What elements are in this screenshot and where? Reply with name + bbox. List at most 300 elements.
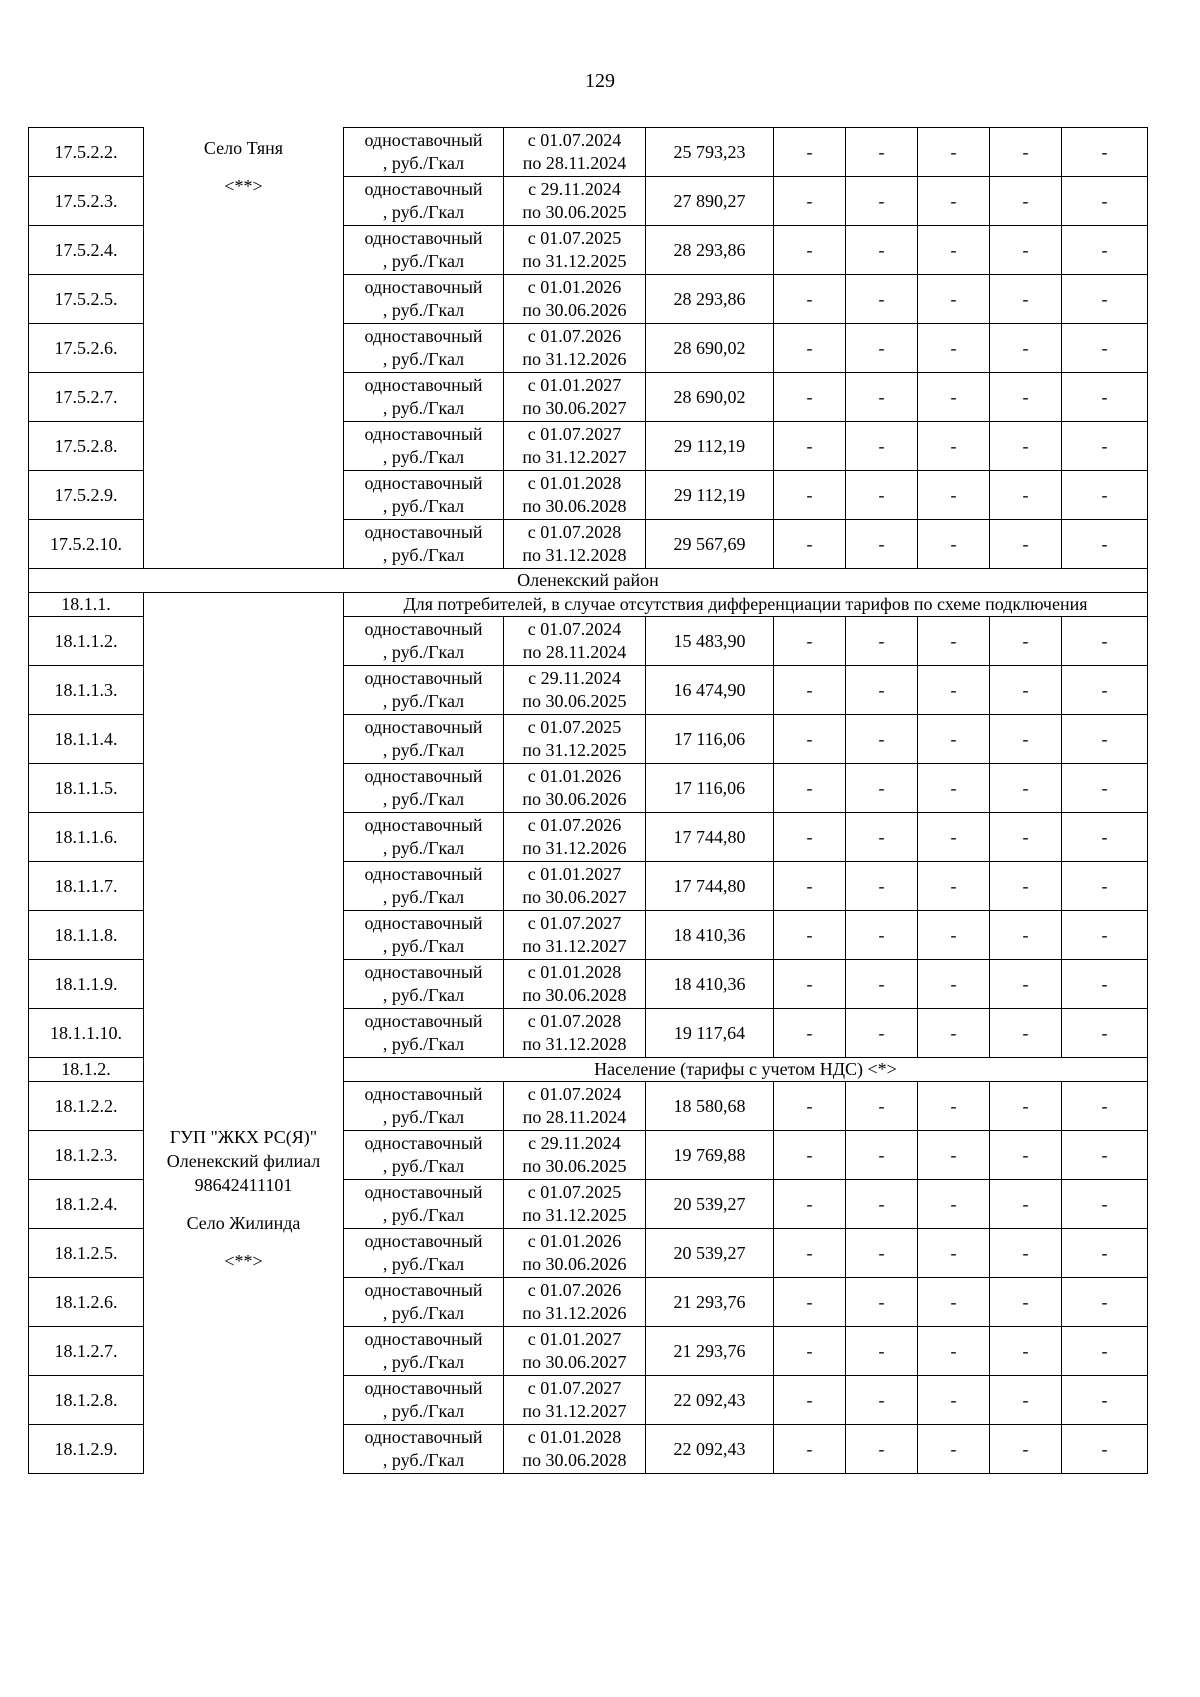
empty-value: - (1062, 960, 1148, 1009)
period (504, 226, 646, 275)
tariff-table (28, 127, 1148, 1474)
organization-cell (144, 128, 344, 569)
tariff-value: 17 116,06 (646, 715, 774, 764)
period-to: по 31.12.2026 (522, 349, 627, 369)
empty-value: - (918, 666, 990, 715)
empty-value: - (918, 1229, 990, 1278)
tariff-type (344, 666, 504, 715)
subheader-text: Для потребителей, в случае отсутствия дифференциации тарифов по схеме подключения (344, 593, 1148, 617)
row-number: 17.5.2.7. (29, 373, 144, 422)
period (504, 177, 646, 226)
table-row (29, 128, 1148, 177)
period (504, 1376, 646, 1425)
tariff-type (344, 1376, 504, 1425)
tariff-type (344, 715, 504, 764)
empty-value: - (846, 275, 918, 324)
locality-name: Село Тяня (203, 137, 284, 158)
tariff-type (344, 275, 504, 324)
period (504, 1180, 646, 1229)
tariff-type-line: , руб./Гкал (382, 153, 465, 173)
organization-name: ГУП "ЖКХ РС(Я)" (169, 1127, 318, 1147)
period-from: с 01.01.2027 (527, 864, 622, 884)
empty-value: - (846, 1327, 918, 1376)
tariff-type (344, 128, 504, 177)
tariff-type-line: одноставочный (364, 1133, 483, 1153)
row-number: 18.1.2.4. (29, 1180, 144, 1229)
tariff-value: 20 539,27 (646, 1229, 774, 1278)
empty-value: - (990, 1009, 1062, 1058)
empty-value: - (846, 666, 918, 715)
empty-value: - (846, 960, 918, 1009)
organization-info (146, 593, 341, 1273)
empty-value: - (774, 1009, 846, 1058)
tariff-value: 19 769,88 (646, 1131, 774, 1180)
period-to: по 30.06.2025 (522, 691, 627, 711)
tariff-type-line: одноставочный (364, 864, 483, 884)
tariff-value: 28 293,86 (646, 275, 774, 324)
period-from: с 01.01.2027 (527, 375, 622, 395)
tariff-type-line: одноставочный (364, 179, 483, 199)
empty-value: - (918, 1278, 990, 1327)
tariff-type-line: , руб./Гкал (382, 838, 465, 858)
tariff-type-line: одноставочный (364, 668, 483, 688)
empty-value: - (846, 911, 918, 960)
empty-value: - (846, 862, 918, 911)
tariff-type-line: одноставочный (364, 1084, 483, 1104)
tariff-type-line: , руб./Гкал (382, 1156, 465, 1176)
tariff-type-line: одноставочный (364, 1011, 483, 1031)
period-from: с 01.01.2026 (527, 277, 622, 297)
period-to: по 30.06.2026 (522, 789, 627, 809)
empty-value: - (846, 128, 918, 177)
empty-value: - (774, 1180, 846, 1229)
empty-value: - (918, 1009, 990, 1058)
tariff-type-line: одноставочный (364, 1329, 483, 1349)
tariff-type-line: , руб./Гкал (382, 691, 465, 711)
tariff-type (344, 422, 504, 471)
empty-value: - (774, 177, 846, 226)
empty-value: - (774, 226, 846, 275)
period (504, 1131, 646, 1180)
row-number: 18.1.2.7. (29, 1327, 144, 1376)
tariff-value: 27 890,27 (646, 177, 774, 226)
empty-value: - (1062, 666, 1148, 715)
period-to: по 31.12.2025 (522, 740, 627, 760)
empty-value: - (990, 715, 1062, 764)
empty-value: - (990, 862, 1062, 911)
empty-value: - (1062, 226, 1148, 275)
tariff-type-line: , руб./Гкал (382, 349, 465, 369)
empty-value: - (990, 520, 1062, 569)
period-from: с 01.01.2026 (527, 1231, 622, 1251)
tariff-type-line: одноставочный (364, 1280, 483, 1300)
tariff-type-line: , руб./Гкал (382, 251, 465, 271)
empty-value: - (774, 764, 846, 813)
tariff-type-line: одноставочный (364, 375, 483, 395)
empty-value: - (846, 177, 918, 226)
tariff-value: 18 580,68 (646, 1082, 774, 1131)
period-from: с 01.07.2027 (527, 913, 622, 933)
tariff-value: 29 567,69 (646, 520, 774, 569)
tariff-type-line: одноставочный (364, 522, 483, 542)
period-to: по 28.11.2024 (522, 642, 627, 662)
empty-value: - (774, 813, 846, 862)
tariff-value: 17 116,06 (646, 764, 774, 813)
empty-value: - (918, 226, 990, 275)
section-1-body (29, 128, 1148, 569)
row-number: 18.1.2.6. (29, 1278, 144, 1327)
empty-value: - (846, 1229, 918, 1278)
row-number: 18.1.2.5. (29, 1229, 144, 1278)
tariff-type-line: одноставочный (364, 1378, 483, 1398)
tariff-type (344, 617, 504, 666)
tariff-value: 21 293,76 (646, 1327, 774, 1376)
empty-value: - (774, 1327, 846, 1376)
period-from: с 01.07.2025 (527, 1182, 622, 1202)
empty-value: - (846, 422, 918, 471)
tariff-type-line: , руб./Гкал (382, 496, 465, 516)
tariff-type-line: одноставочный (364, 717, 483, 737)
empty-value: - (918, 373, 990, 422)
empty-value: - (918, 1180, 990, 1229)
empty-value: - (990, 1425, 1062, 1474)
tariff-type-line: одноставочный (364, 1427, 483, 1447)
spacer (146, 1197, 341, 1211)
tariff-value: 17 744,80 (646, 862, 774, 911)
empty-value: - (1062, 813, 1148, 862)
empty-value: - (846, 617, 918, 666)
empty-value: - (774, 471, 846, 520)
empty-value: - (774, 666, 846, 715)
empty-value: - (846, 520, 918, 569)
district-header-row (29, 569, 1148, 593)
empty-value: - (1062, 324, 1148, 373)
empty-value: - (918, 617, 990, 666)
period-to: по 31.12.2028 (522, 1034, 627, 1054)
empty-value: - (990, 960, 1062, 1009)
empty-value: - (1062, 1327, 1148, 1376)
tariff-type (344, 1327, 504, 1376)
tariff-type-line: одноставочный (364, 228, 483, 248)
period (504, 1278, 646, 1327)
district-header: Оленекский район (29, 569, 1148, 593)
empty-value: - (918, 324, 990, 373)
empty-value: - (990, 1327, 1062, 1376)
period-to: по 30.06.2026 (522, 1254, 627, 1274)
tariff-type-line: , руб./Гкал (382, 1450, 465, 1470)
empty-value: - (990, 1229, 1062, 1278)
period-to: по 31.12.2027 (522, 1401, 627, 1421)
row-number: 18.1.1.9. (29, 960, 144, 1009)
empty-value: - (774, 1229, 846, 1278)
empty-value: - (990, 128, 1062, 177)
empty-value: - (846, 226, 918, 275)
section-2-body (29, 593, 1148, 1474)
tariff-type (344, 1131, 504, 1180)
period-from: с 01.07.2026 (527, 815, 622, 835)
period-to: по 31.12.2028 (522, 545, 627, 565)
tariff-value: 25 793,23 (646, 128, 774, 177)
row-number: 17.5.2.4. (29, 226, 144, 275)
tariff-type-line: , руб./Гкал (382, 642, 465, 662)
row-number: 18.1.1.6. (29, 813, 144, 862)
organization-branch: Оленекский филиал (166, 1151, 321, 1171)
empty-value: - (1062, 373, 1148, 422)
empty-value: - (990, 1376, 1062, 1425)
tariff-value: 28 293,86 (646, 226, 774, 275)
tariff-type-line: одноставочный (364, 619, 483, 639)
tariff-type (344, 1082, 504, 1131)
tariff-type-line: , руб./Гкал (382, 300, 465, 320)
tariff-value: 22 092,43 (646, 1376, 774, 1425)
period (504, 373, 646, 422)
period-to: по 30.06.2027 (522, 1352, 627, 1372)
empty-value: - (918, 520, 990, 569)
period (504, 324, 646, 373)
row-number: 18.1.2.3. (29, 1131, 144, 1180)
empty-value: - (1062, 471, 1148, 520)
tariff-type (344, 177, 504, 226)
tariff-type-line: , руб./Гкал (382, 1205, 465, 1225)
tariff-value: 21 293,76 (646, 1278, 774, 1327)
empty-value: - (1062, 911, 1148, 960)
period-from: с 01.07.2024 (527, 130, 622, 150)
empty-value: - (1062, 715, 1148, 764)
empty-value: - (990, 373, 1062, 422)
tariff-value: 29 112,19 (646, 422, 774, 471)
period-to: по 30.06.2028 (522, 496, 627, 516)
period-to: по 31.12.2027 (522, 936, 627, 956)
row-number: 18.1.2.9. (29, 1425, 144, 1474)
period-to: по 30.06.2025 (522, 202, 627, 222)
empty-value: - (774, 275, 846, 324)
empty-value: - (918, 422, 990, 471)
period-to: по 31.12.2027 (522, 447, 627, 467)
empty-value: - (990, 1131, 1062, 1180)
empty-value: - (846, 764, 918, 813)
tariff-value: 17 744,80 (646, 813, 774, 862)
tariff-type-line: , руб./Гкал (382, 202, 465, 222)
tariff-type-line: , руб./Гкал (382, 1034, 465, 1054)
tariff-value: 16 474,90 (646, 666, 774, 715)
empty-value: - (990, 813, 1062, 862)
empty-value: - (990, 617, 1062, 666)
empty-value: - (1062, 862, 1148, 911)
empty-value: - (846, 1376, 918, 1425)
period (504, 1425, 646, 1474)
period (504, 422, 646, 471)
tariff-type (344, 911, 504, 960)
row-number: 17.5.2.10. (29, 520, 144, 569)
tariff-type-line: одноставочный (364, 1182, 483, 1202)
period-from: с 01.01.2028 (527, 473, 622, 493)
tariff-value: 19 117,64 (646, 1009, 774, 1058)
spacer (146, 160, 341, 174)
empty-value: - (846, 1131, 918, 1180)
tariff-type (344, 373, 504, 422)
empty-value: - (774, 1425, 846, 1474)
empty-value: - (774, 422, 846, 471)
spacer (146, 1235, 341, 1249)
empty-value: - (990, 1082, 1062, 1131)
tariff-value: 28 690,02 (646, 324, 774, 373)
empty-value: - (1062, 422, 1148, 471)
period-to: по 30.06.2027 (522, 398, 627, 418)
empty-value: - (990, 911, 1062, 960)
empty-value: - (774, 1278, 846, 1327)
empty-value: - (774, 1082, 846, 1131)
tariff-type-line: , руб./Гкал (382, 447, 465, 467)
empty-value: - (918, 177, 990, 226)
tariff-value: 28 690,02 (646, 373, 774, 422)
empty-value: - (846, 1009, 918, 1058)
empty-value: - (1062, 1278, 1148, 1327)
empty-value: - (774, 862, 846, 911)
period (504, 1327, 646, 1376)
tariff-type (344, 1180, 504, 1229)
tariff-type-line: , руб./Гкал (382, 545, 465, 565)
footnote-mark: <**> (224, 1251, 263, 1271)
period (504, 617, 646, 666)
period-from: с 01.07.2028 (527, 1011, 622, 1031)
period (504, 128, 646, 177)
empty-value: - (918, 1082, 990, 1131)
row-number: 17.5.2.5. (29, 275, 144, 324)
empty-value: - (774, 324, 846, 373)
tariff-type-line: одноставочный (364, 130, 483, 150)
empty-value: - (918, 862, 990, 911)
row-number: 17.5.2.8. (29, 422, 144, 471)
empty-value: - (918, 764, 990, 813)
period-from: с 29.11.2024 (528, 179, 621, 199)
row-number: 18.1.2.2. (29, 1082, 144, 1131)
period-from: с 01.07.2028 (527, 522, 622, 542)
empty-value: - (1062, 128, 1148, 177)
tariff-value: 29 112,19 (646, 471, 774, 520)
empty-value: - (918, 960, 990, 1009)
period-from: с 01.01.2028 (527, 962, 622, 982)
empty-value: - (918, 715, 990, 764)
empty-value: - (846, 1082, 918, 1131)
period-to: по 30.06.2028 (522, 985, 627, 1005)
period (504, 666, 646, 715)
row-number: 18.1.1.10. (29, 1009, 144, 1058)
row-number: 18.1.1.4. (29, 715, 144, 764)
tariff-type (344, 764, 504, 813)
organization-info (146, 128, 341, 198)
tariff-type-line: одноставочный (364, 962, 483, 982)
tariff-type (344, 862, 504, 911)
tariff-value: 18 410,36 (646, 960, 774, 1009)
tariff-type-line: одноставочный (364, 913, 483, 933)
organization-cell (144, 593, 344, 1474)
period-from: с 01.01.2026 (527, 766, 622, 786)
tariff-type-line: одноставочный (364, 473, 483, 493)
tariff-type (344, 1425, 504, 1474)
row-number: 18.1.1.8. (29, 911, 144, 960)
period (504, 911, 646, 960)
row-number: 17.5.2.2. (29, 128, 144, 177)
empty-value: - (918, 471, 990, 520)
empty-value: - (990, 471, 1062, 520)
period-from: с 01.07.2024 (527, 619, 622, 639)
empty-value: - (990, 666, 1062, 715)
period-from: с 01.07.2024 (527, 1084, 622, 1104)
tariff-type-line: одноставочный (364, 815, 483, 835)
row-number: 17.5.2.9. (29, 471, 144, 520)
empty-value: - (918, 1425, 990, 1474)
empty-value: - (774, 1131, 846, 1180)
row-number: 18.1.1.5. (29, 764, 144, 813)
tariff-type-line: , руб./Гкал (382, 1352, 465, 1372)
tariff-type (344, 226, 504, 275)
empty-value: - (918, 1376, 990, 1425)
period (504, 1009, 646, 1058)
tariff-type-line: одноставочный (364, 1231, 483, 1251)
period-to: по 30.06.2027 (522, 887, 627, 907)
empty-value: - (990, 764, 1062, 813)
tariff-type-line: , руб./Гкал (382, 789, 465, 809)
tariff-type-line: , руб./Гкал (382, 1401, 465, 1421)
empty-value: - (1062, 275, 1148, 324)
period-from: с 01.07.2025 (527, 228, 622, 248)
period-to: по 28.11.2024 (522, 1107, 627, 1127)
period (504, 715, 646, 764)
empty-value: - (918, 813, 990, 862)
tariff-value: 18 410,36 (646, 911, 774, 960)
row-number: 18.1.1.3. (29, 666, 144, 715)
period (504, 960, 646, 1009)
period-from: с 29.11.2024 (528, 668, 621, 688)
period-to: по 30.06.2025 (522, 1156, 627, 1176)
empty-value: - (846, 813, 918, 862)
tariff-value: 22 092,43 (646, 1425, 774, 1474)
tariff-type-line: , руб./Гкал (382, 1303, 465, 1323)
empty-value: - (1062, 520, 1148, 569)
row-number: 17.5.2.6. (29, 324, 144, 373)
organization-code: 98642411101 (194, 1175, 293, 1195)
empty-value: - (774, 911, 846, 960)
empty-value: - (774, 373, 846, 422)
tariff-type-line: , руб./Гкал (382, 985, 465, 1005)
empty-value: - (846, 324, 918, 373)
empty-value: - (774, 520, 846, 569)
period-to: по 31.12.2025 (522, 1205, 627, 1225)
empty-value: - (990, 1278, 1062, 1327)
subheader-row (29, 593, 1148, 617)
tariff-type (344, 471, 504, 520)
period-from: с 01.07.2025 (527, 717, 622, 737)
tariff-value: 15 483,90 (646, 617, 774, 666)
period (504, 1082, 646, 1131)
empty-value: - (1062, 177, 1148, 226)
empty-value: - (846, 1278, 918, 1327)
period (504, 813, 646, 862)
period-to: по 28.11.2024 (522, 153, 627, 173)
period-from: с 01.01.2027 (527, 1329, 622, 1349)
empty-value: - (774, 128, 846, 177)
tariff-type-line: , руб./Гкал (382, 936, 465, 956)
empty-value: - (990, 324, 1062, 373)
empty-value: - (990, 177, 1062, 226)
period-from: с 01.07.2027 (527, 424, 622, 444)
tariff-type-line: , руб./Гкал (382, 740, 465, 760)
row-number: 18.1.1. (29, 593, 144, 617)
tariff-type-line: , руб./Гкал (382, 1107, 465, 1127)
tariff-type-line: , руб./Гкал (382, 887, 465, 907)
period (504, 764, 646, 813)
tariff-type (344, 813, 504, 862)
